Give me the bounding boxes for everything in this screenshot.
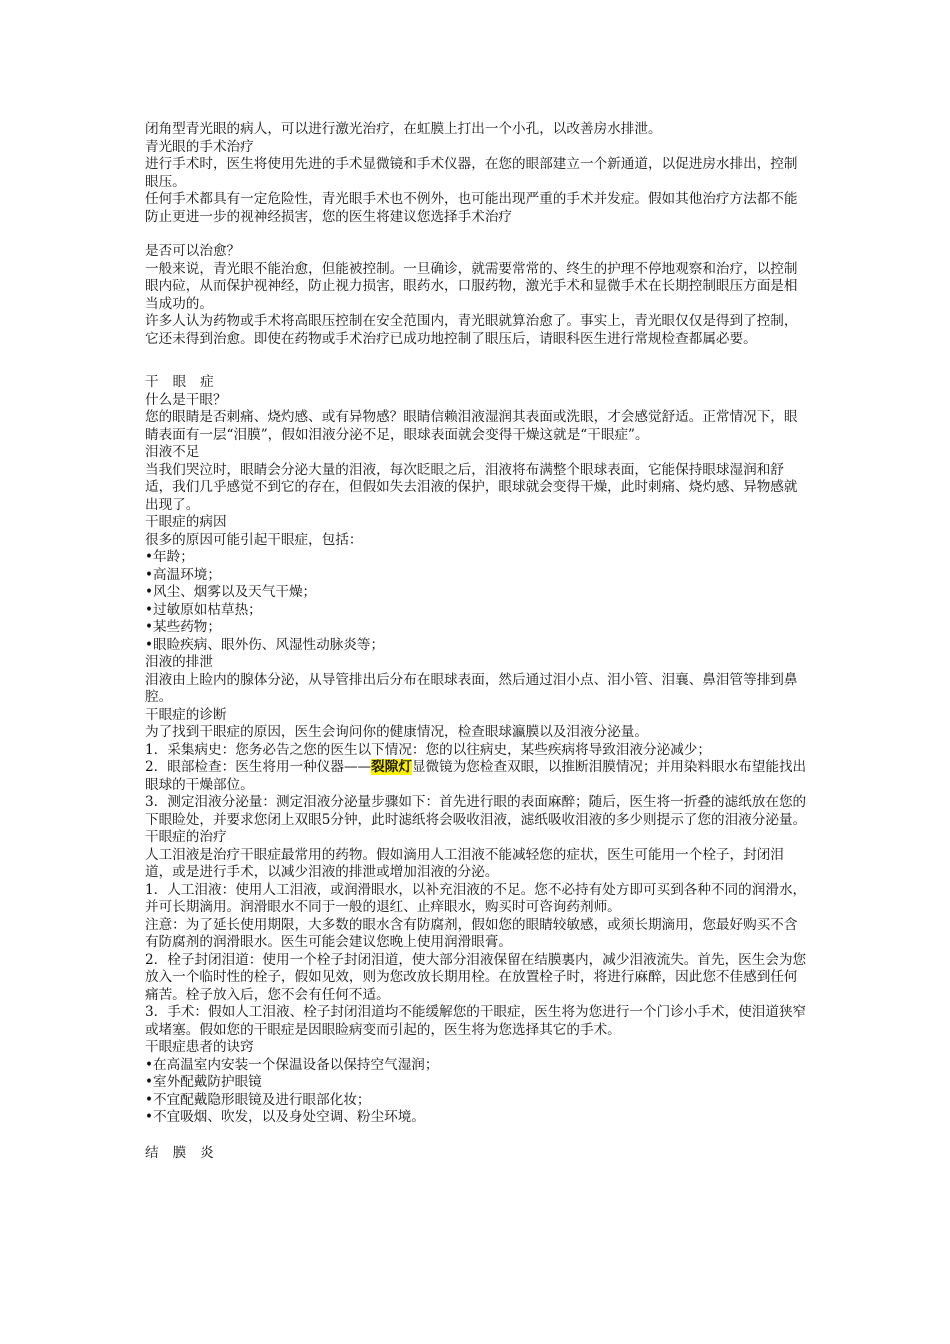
paragraph-control: 一般来说，青光眼不能治愈，但能被控制。一旦确诊，就需要常常的、终生的护理不停地观察和治疗，以控制眼内砬，从而保护视神经，防止视力损害，眼药水，口服药物，激光手术和显微手术在长期控制眼压方面是相当成功的。 — [145, 260, 798, 312]
paragraph-surgery-risk: 任何手术都具有一定危险性，青光眼手术也不例外，也可能出现严重的手术并发症。假如其他治疗方法都不能防止更进一步的视神经损害，您的医生将建议您选择手术治疗 — [145, 191, 798, 225]
list-item: •不宜吸烟、吹发，以及身处空调、粉尘环境。 — [145, 1109, 425, 1125]
heading-tear-insufficiency: 泪液不足 — [145, 444, 200, 460]
eye-exam-text-start: 2．眼部检查：医生将用一种仪器—— — [145, 759, 372, 775]
paragraph-causes-intro: 很多的原因可能引起干眼症，包括： — [145, 531, 363, 548]
heading-causes: 干眼症的病因 — [145, 514, 227, 530]
list-item: •在高温室内安装一个保温设备以保持空气湿润； — [145, 1056, 439, 1073]
paragraph-dry-eye-definition: 您的眼睛是否刺痛、烧灼感、或有异物感？眼睛信赖泪液湿润其表面或洗眼，才会感觉舒适。正常情况下，眼睛表面有一层“泪膜”，假如泪液分泌不足，眼球表面就会变得干燥这就是“干眼症”。 — [145, 409, 798, 443]
heading-diagnosis: 干眼症的诊断 — [145, 706, 227, 723]
paragraph-eye-exam — [145, 759, 810, 794]
paragraph-diagnosis-intro: 为了找到干眼症的原因，医生会询问你的健康情况，检查眼球瀛膜以及泪液分泌量。 — [145, 724, 648, 740]
paragraph-treatment-intro: 人工泪液是治疗干眼症最常用的药物。假如滴用人工泪液不能减轻您的症状，医生可能用一个栓子，封闭泪道，或是进行手术，以减少泪液的排泄或增加泪液的分泌。 — [145, 846, 784, 880]
list-item: •不宜配戴隐形眼镜及进行眼部化妆； — [145, 1091, 371, 1108]
list-item: •高温环境； — [145, 566, 221, 583]
heading-tips: 干眼症患者的诀窍 — [145, 1039, 254, 1055]
paragraph-tear-test: 3．测定泪液分泌量：测定泪液分泌量步骤如下：首先进行眼的表面麻醉；随后，医生将一折叠的滤纸放在您的下眼睑处，并要求您闭上双眼5分钟，此时滤纸将会吸收泪液，滤纸吸收泪液的多少则提示了您的泪液分泌量。 — [145, 794, 807, 828]
paragraph-history: 1．采集病史：您务必告之您的医生以下情况：您的以往病史，某些疾病将导致泪液分泌减少； — [145, 741, 711, 758]
heading-curable: 是否可以治愈？ — [145, 243, 241, 259]
list-item: •室外配戴防护眼镜 — [145, 1074, 262, 1090]
list-item: •某些药物； — [145, 619, 221, 635]
list-item: •年龄； — [145, 549, 194, 565]
paragraph-surgery: 3．手术：假如人工泪液、栓子封闭泪道均不能缓解您的干眼症，医生将为您进行一个门诊小手术，使泪道狭窄或堵塞。假如您的干眼症是因眼睑病变而引起的，医生将为您选择其它的手术。 — [145, 1004, 807, 1038]
paragraph-surgery-procedure: 进行手术时，医生将使用先进的手术显微镜和手术仪器，在您的眼部建立一个新通道，以促进房水排出，控制眼压。 — [145, 156, 798, 190]
paragraph-tear-drainage: 泪液由上睑内的腺体分泌，从导管排出后分布在眼球表面，然后通过泪小点、泪小管、泪襄、鼻泪管等排到鼻腔。 — [145, 671, 798, 705]
paragraph-plug: 2．栓子封闭泪道：使用一个栓子封闭泪道，使大部分泪液保留在结膜裏内，减少泪液流失。首先，医生会为您放入一个临时性的栓子，假如见效，则为您改放长期用栓。在放置栓子时，将进行麻醉，因此您不佳感到任何痛苦。栓子放入后，您不会有任何不适。 — [145, 951, 807, 1003]
heading-glaucoma-surgery: 青光眼的手术治疗 — [145, 138, 254, 155]
heading-tear-drainage: 泪液的排泄 — [145, 654, 213, 670]
heading-what-is-dry-eye: 什么是干眼？ — [145, 391, 227, 408]
list-item: •风尘、烟雾以及天气干燥； — [145, 584, 317, 600]
paragraph-not-cured: 许多人认为药物或手术将高眼压控制在安全范围内，青光眼就算治愈了。事实上，青光眼仅仅是得到了控制，它还未得到治愈。即使在药物或手术治疗已成功地控制了眼压后，请眼科医生进行常规检查都属必要。 — [145, 313, 798, 347]
paragraph-artificial-tears: 1．人工泪液：使用人工泪液，或润滑眼水，以补充泪液的不足。您不必持有处方即可买到各种不同的润滑水，并可长期滴用。润滑眼水不同于一般的退红、止痒眼水，购买时可咨询药剂师。 — [145, 881, 807, 915]
eye-exam-text-end: 显微镜为您检查双眼，以推断泪膜情况；并用染料眼水布望能找出眼球的干燥部位。 — [145, 759, 807, 793]
list-item: •过敏原如枯草热； — [145, 601, 262, 618]
paragraph-laser-treatment: 闭角型青光眼的病人，可以进行激光治疗，在虹膜上打出一个小孔，以改善房水排泄。 — [145, 121, 662, 137]
section-title-dry-eye: 干眼症 — [145, 374, 228, 390]
paragraph-note: 注意：为了延长使用期限，大多数的眼水含有防腐剂，假如您的眼睛较敏感，或须长期滴用，您最好购买不含有防腐剂的润滑眼水。医生可能会建议您晚上使用润滑眼膏。 — [145, 916, 798, 950]
heading-treatment: 干眼症的治疗 — [145, 829, 227, 845]
section-title-conjunctivitis: 结膜炎 — [145, 1144, 228, 1161]
highlighted-term: 裂隙灯 — [371, 759, 412, 775]
document-page — [145, 121, 810, 1162]
paragraph-tears: 当我们哭泣时，眼睛会分泌大量的泪液，每次眨眼之后，泪液将布满整个眼球表面，它能保持眼球湿润和舒适，我们几乎感觉不到它的存在，但假如失去泪液的保护，眼球就会变得干燥，此时刺痛、烧灼感、异物感就出现了。 — [145, 461, 798, 513]
list-item: •眼睑疾病、眼外伤、风湿性动脉炎等； — [145, 636, 385, 653]
